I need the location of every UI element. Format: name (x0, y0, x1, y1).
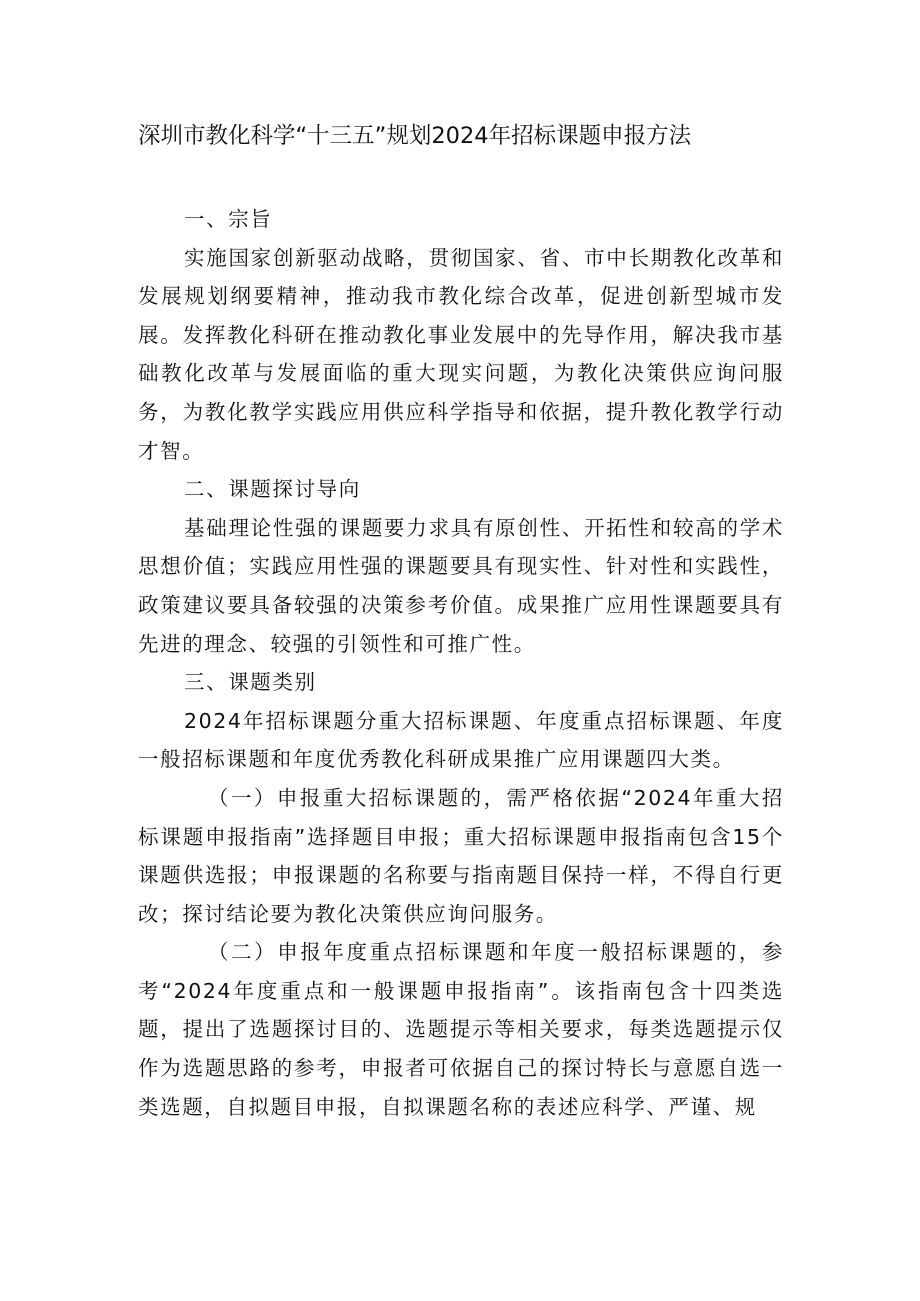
document-title: 深圳市教化科学“十三五”规划2024年招标课题申报方法 (138, 123, 692, 149)
section-paragraph-research-orientation: 基础理论性强的课题要力求具有原创性、开拓性和较高的学术思想价值；实践应用性强的课题要具有现实性、针对性和实践性，政策建议要具备较强的决策参考价值。成果推广应用性课题要具有先进的理念、较强的引领性和可推广性。 (138, 515, 784, 656)
subparagraph-annual-topics: （二）申报年度重点招标课题和年度一般招标课题的，参考“2024年度重点和一般课题申报指南”。该指南包含十四类选题，提出了选题探讨目的、选题提示等相关要求，每类选题提示仅作为选题思路的参考，申报者可依据自己的探讨特长与意愿自选一类选题，自拟题目申报，自拟课题名称的表述应科学、严谨、规 (138, 940, 784, 1119)
section-heading-purpose: 一、宗旨 (184, 207, 273, 231)
section-heading-research-orientation: 二、课题探讨导向 (184, 477, 361, 502)
subparagraph-major-topics: （一）申报重大招标课题的，需严格依据“2024年重大招标课题申报指南”选择题目申报；重大招标课题申报指南包含15个课题供选报；申报课题的名称要与指南题目保持一样，不得自行更改；探讨结论要为教化决策供应询问服务。 (138, 785, 784, 926)
document-body (138, 200, 784, 1126)
section-paragraph-purpose: 实施国家创新驱动战略，贯彻国家、省、市中长期教化改革和发展规划纲要精神，推动我市教化综合改革，促进创新型城市发展。发挥教化科研在推动教化事业发展中的先导作用，解决我市基础教化改革与发展面临的重大现实问题，为教化决策供应询问服务，为教化教学实践应用供应科学指导和依据，提升教化教学行动才智。 (138, 245, 784, 463)
section-heading-categories: 三、课题类别 (184, 670, 317, 695)
section-paragraph-categories: 2024年招标课题分重大招标课题、年度重点招标课题、年度一般招标课题和年度优秀教化科研成果推广应用课题四大类。 (138, 708, 784, 772)
